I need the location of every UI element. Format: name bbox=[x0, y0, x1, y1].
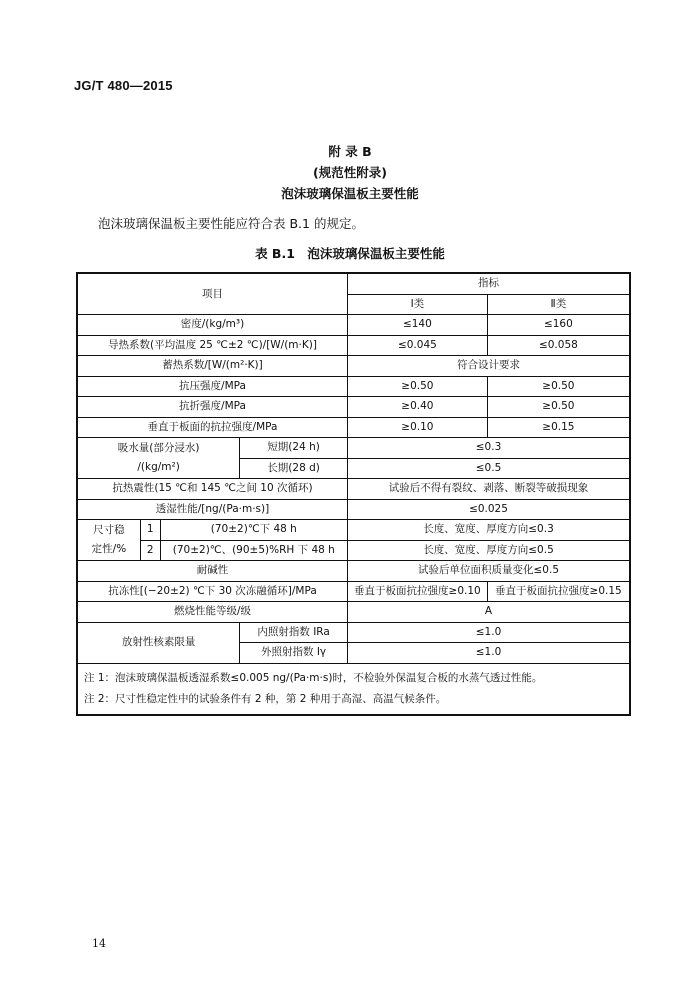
condition-text: (70±2)℃、(90±5)%RH 下 48 h bbox=[160, 540, 347, 561]
cell-value: ≥0.10 bbox=[348, 417, 488, 438]
table-row bbox=[77, 520, 630, 541]
dim-label-line1: 尺寸稳 bbox=[93, 524, 125, 536]
performance-table bbox=[76, 272, 631, 716]
note-1: 注 1：泡沫玻璃保温板透湿系数≤0.005 ng/(Pa·m·s)时，不检验外保温复合板的水蒸气透过性能。 bbox=[84, 671, 543, 684]
water-label-line2: /(kg/m²) bbox=[137, 461, 180, 473]
row-label bbox=[77, 520, 140, 561]
table-row bbox=[77, 356, 630, 377]
table-row bbox=[77, 376, 630, 397]
table-row bbox=[77, 602, 630, 623]
sub-label: 内照射指数 IRa bbox=[240, 622, 348, 643]
row-label: 燃烧性能等级/级 bbox=[77, 602, 348, 623]
row-label bbox=[77, 438, 240, 479]
dim-label-line2: 定性/% bbox=[91, 543, 127, 555]
row-label: 抗折强度/MPa bbox=[77, 397, 348, 418]
table-row bbox=[77, 335, 630, 356]
cell-value: ≤0.045 bbox=[348, 335, 488, 356]
cell-value: 试验后单位面积质量变化≤0.5 bbox=[348, 561, 631, 582]
header-indicator: 指标 bbox=[348, 273, 631, 294]
table-row bbox=[77, 540, 630, 561]
appendix-type: (规范性附录) bbox=[313, 165, 387, 180]
table-row bbox=[77, 622, 630, 643]
cell-value: 符合设计要求 bbox=[348, 356, 631, 377]
row-label: 垂直于板面的抗拉强度/MPa bbox=[77, 417, 348, 438]
table-notes bbox=[77, 663, 630, 715]
cell-value: ≤0.5 bbox=[348, 458, 631, 479]
table-row bbox=[77, 417, 630, 438]
table-row bbox=[77, 397, 630, 418]
sub-label: 外照射指数 Iγ bbox=[240, 643, 348, 664]
cell-value: 试验后不得有裂纹、剥落、断裂等破损现象 bbox=[348, 479, 631, 500]
table-row bbox=[77, 561, 630, 582]
cell-value: ≥0.15 bbox=[487, 417, 630, 438]
cell-value: 长度、宽度、厚度方向≤0.5 bbox=[348, 540, 631, 561]
table-row bbox=[77, 438, 630, 459]
cell-value: ≤160 bbox=[487, 315, 630, 336]
row-label: 透湿性能/[ng/(Pa·m·s)] bbox=[77, 499, 348, 520]
row-label: 抗压强度/MPa bbox=[77, 376, 348, 397]
appendix-title: 附 录 B bbox=[328, 144, 372, 159]
condition-text: (70±2)℃下 48 h bbox=[160, 520, 347, 541]
header-class-1: Ⅰ类 bbox=[348, 294, 488, 315]
row-label: 抗热震性(15 ℃和 145 ℃之间 10 次循环) bbox=[77, 479, 348, 500]
table-caption: 表 B.1 泡沫玻璃保温板主要性能 bbox=[255, 246, 445, 261]
cell-value: 长度、宽度、厚度方向≤0.3 bbox=[348, 520, 631, 541]
cell-value: ≥0.50 bbox=[487, 397, 630, 418]
table-row bbox=[77, 315, 630, 336]
sub-label: 短期(24 h) bbox=[240, 438, 348, 459]
cell-value: ≥0.40 bbox=[348, 397, 488, 418]
cell-value: 垂直于板面抗拉强度≥0.10 bbox=[348, 581, 488, 602]
standard-code: JG/T 480—2015 bbox=[74, 78, 173, 93]
header-class-2: Ⅱ类 bbox=[487, 294, 630, 315]
row-label: 密度/(kg/m³) bbox=[77, 315, 348, 336]
row-label: 抗冻性[(−20±2) ℃下 30 次冻融循环]/MPa bbox=[77, 581, 348, 602]
header-item: 项目 bbox=[77, 273, 348, 315]
page-number: 14 bbox=[92, 937, 106, 950]
appendix-subject: 泡沫玻璃保温板主要性能 bbox=[281, 186, 419, 201]
note-2: 注 2：尺寸性稳定性中的试验条件有 2 种，第 2 种用于高湿、高温气候条件。 bbox=[84, 692, 447, 705]
cell-value: ≤140 bbox=[348, 315, 488, 336]
cell-value: A bbox=[348, 602, 631, 623]
intro-paragraph: 泡沫玻璃保温板主要性能应符合表 B.1 的规定。 bbox=[98, 216, 364, 231]
row-label: 导热系数(平均温度 25 ℃±2 ℃)/[W/(m·K)] bbox=[77, 335, 348, 356]
cell-value: ≤1.0 bbox=[348, 643, 631, 664]
table-row bbox=[77, 479, 630, 500]
cell-value: ≤0.3 bbox=[348, 438, 631, 459]
cell-value: ≤1.0 bbox=[348, 622, 631, 643]
row-label: 蓄热系数/[W/(m²·K)] bbox=[77, 356, 348, 377]
row-label: 放射性核素限量 bbox=[77, 622, 240, 663]
cell-value: ≤0.058 bbox=[487, 335, 630, 356]
condition-number: 2 bbox=[140, 540, 160, 561]
sub-label: 长期(28 d) bbox=[240, 458, 348, 479]
row-label: 耐碱性 bbox=[77, 561, 348, 582]
cell-value: ≤0.025 bbox=[348, 499, 631, 520]
table-row bbox=[77, 499, 630, 520]
table-header-row bbox=[77, 273, 630, 294]
water-label-line1: 吸水量(部分浸水) bbox=[117, 442, 200, 454]
cell-value: ≥0.50 bbox=[348, 376, 488, 397]
condition-number: 1 bbox=[140, 520, 160, 541]
table-notes-row bbox=[77, 663, 630, 715]
table-row bbox=[77, 581, 630, 602]
cell-value: 垂直于板面抗拉强度≥0.15 bbox=[487, 581, 630, 602]
cell-value: ≥0.50 bbox=[487, 376, 630, 397]
